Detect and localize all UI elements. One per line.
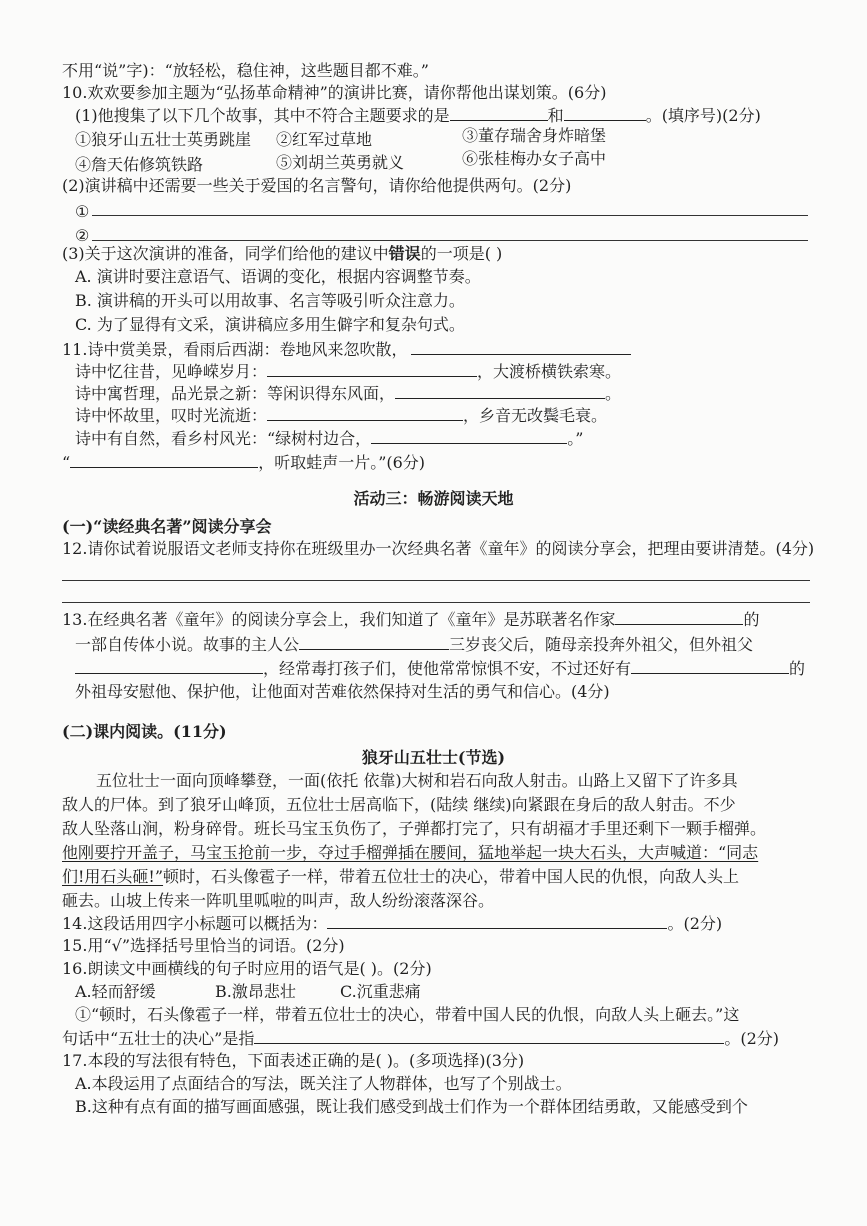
- q13-blank-protagonist[interactable]: [299, 633, 449, 650]
- q11-line2-tail: ，大渡桥横铁索寒。: [477, 362, 622, 381]
- q9-tail-text: 不用“说”字)：“放轻松，稳住神，这些题目都不难。”: [62, 61, 429, 80]
- q10-blank2-label: ②: [75, 226, 90, 245]
- q14-text: 14.这段话用四字小标题可以概括为：: [62, 914, 328, 933]
- q11-line2: [75, 360, 621, 383]
- q12-answer-line-2[interactable]: [62, 602, 810, 603]
- q10-part3: [62, 243, 502, 265]
- q11-line4-tail: ，乡音无改鬓毛衰。: [463, 406, 608, 425]
- q10-answer-line-1[interactable]: [92, 215, 808, 216]
- q17-choice-a: A.本段运用了点面结合的写法，既关注了人物群体，也写了个别战士。: [75, 1074, 572, 1093]
- q10-answer-line-2[interactable]: [92, 240, 808, 241]
- q16-sub1-tail: 。(2分): [724, 1029, 780, 1048]
- q10-blank1-label: ①: [75, 202, 90, 221]
- q12-answer-line-1[interactable]: [62, 580, 810, 581]
- q14-blank[interactable]: [327, 912, 667, 929]
- passage-line-6: 砸去。山坡上传来一阵叽里呱啦的叫声，敌人纷纷滚落深谷。: [62, 891, 495, 910]
- q13-line3-text: ，经常毒打孩子们，使他常常惊惧不安，不过还好有: [263, 659, 632, 678]
- q14: [62, 912, 722, 935]
- q16-choice-c: C.沉重悲痛: [340, 982, 421, 1001]
- q10-part1: [75, 104, 761, 127]
- q11-line6: [62, 451, 425, 474]
- q10-part3-tail: 的一项是( ): [420, 244, 503, 263]
- q10-part2: (2)演讲稿中还需要一些关于爱国的名言警句，请你给他提供两句。(2分): [62, 176, 572, 195]
- q11-line4-text: 诗中怀故里，叹时光流逝：: [75, 406, 268, 425]
- q11-blank4[interactable]: [267, 404, 463, 421]
- passage-line-1: 五位壮士一面向顶峰攀登，一面(依托 依靠)大树和岩石向敌人射击。山路上又留下了许多具: [96, 771, 738, 790]
- q13-line3: [75, 657, 805, 680]
- q13-line1: [62, 608, 759, 631]
- q11-line5: [75, 427, 583, 450]
- q14-tail: 。(2分): [667, 914, 723, 933]
- q16-sub1-text: 句话中“五壮士的决心”是指: [62, 1029, 255, 1048]
- q10-part3-text: (3)关于这次演讲的准备，同学们给他的建议中: [62, 244, 389, 263]
- q10-blank-a[interactable]: [450, 104, 548, 121]
- q10-opt5: ⑤刘胡兰英勇就义: [276, 153, 405, 172]
- q11-blank1[interactable]: [411, 338, 631, 355]
- q17-choice-b: B.这种有点有面的描写画面感强，既让我们感受到战士们作为一个群体团结勇敢，又能感受到个: [75, 1097, 748, 1116]
- q17-stem: 17.本段的写法很有特色，下面表述正确的是( )。(多项选择)(3分): [62, 1051, 525, 1070]
- q13-line3-tail: 的: [789, 659, 806, 678]
- q10-opt6: ⑥张桂梅办女子高中: [462, 149, 607, 168]
- q13-blank-grandmother[interactable]: [631, 657, 789, 674]
- q12-text: 12.请你试着说服语文老师支持你在班级里办一次经典名著《童年》的阅读分享会，把理由要讲清楚。(4分): [62, 539, 815, 558]
- q13-blank-grandfather[interactable]: [75, 657, 263, 674]
- q11-line1-text: 11.诗中赏美景，看雨后西湖：卷地风来忽吹散，: [62, 340, 408, 359]
- q11-line3-text: 诗中寓哲理，品光景之新：等闲识得东风面，: [75, 384, 396, 403]
- q11-line3-tail: 。: [605, 384, 622, 403]
- q11-line2-text: 诗中忆往昔，见峥嵘岁月：: [75, 362, 268, 381]
- q13-line2-tail: 三岁丧父后，随母亲投奔外祖父，但外祖父: [449, 635, 754, 654]
- q11-blank5[interactable]: [371, 427, 567, 444]
- q10-part3-emphasis: 错误: [388, 244, 421, 263]
- q10-part1-text: (1)他搜集了以下几个故事，其中不符合主题要求的是: [75, 106, 450, 125]
- q16-choice-b: B.激昂悲壮: [215, 982, 296, 1001]
- activity3-heading: 活动三：畅游阅读天地: [353, 489, 514, 508]
- q11-blank6[interactable]: [70, 451, 258, 468]
- q10-opt2: ②红军过草地: [276, 130, 373, 149]
- passage-title: 狼牙山五壮士(节选): [361, 748, 506, 767]
- passage-line-5-underlined: 们!用石头砸!”: [62, 867, 164, 886]
- passage-line-5-rest: 顿时，石头像雹子一样，带着五位壮士的决心，带着中国人民的仇恨，向敌人头上: [163, 867, 740, 886]
- q11-line6-tail: ，听取蛙声一片。”(6分): [258, 453, 426, 472]
- passage-line-4-underlined: 他刚要拧开盖子，马宝玉抢前一步，夺过手榴弹插在腰间，猛地举起一块大石头，大声喊道：“同志: [62, 843, 759, 862]
- passage-line-2: 敌人的尸体。到了狼牙山峰顶，五位壮士居高临下，(陆续 继续)向紧跟在身后的敌人射击。不少: [62, 795, 736, 814]
- q11-line4: [75, 404, 607, 427]
- q10-choice-c: C. 为了显得有文采，演讲稿应多用生僻字和复杂句式。: [75, 315, 465, 334]
- q16-sub1-line1: ①“顿时，石头像雹子一样，带着五位壮士的决心，带着中国人民的仇恨，向敌人头上砸去。”这: [75, 1005, 740, 1024]
- section2-heading: (二)课内阅读。(11分): [62, 722, 227, 741]
- q13-line2-text: 一部自传体小说。故事的主人公: [75, 635, 300, 654]
- q15: 15.用“√”选择括号里恰当的词语。(2分): [62, 936, 345, 955]
- q16-blank[interactable]: [254, 1027, 724, 1044]
- q16-sub1-line2: [62, 1027, 779, 1050]
- q10-choice-b: B. 演讲稿的开头可以用故事、名言等吸引听众注意力。: [75, 291, 465, 310]
- q10-opt4: ④詹天佑修筑铁路: [75, 155, 204, 174]
- q13-line1-text: 13.在经典名著《童年》的阅读分享会上，我们知道了《童年》是苏联著名作家: [62, 610, 616, 629]
- q10-stem: 10.欢欢要参加主题为“弘扬革命精神”的演讲比赛，请你帮他出谋划策。(6分): [62, 83, 607, 102]
- passage-line-5: [62, 866, 739, 888]
- q16-stem: 16.朗读文中画横线的句子时应用的语气是( )。(2分): [62, 959, 432, 978]
- passage-line-3: 敌人坠落山涧，粉身碎骨。班长马宝玉负伤了，子弹都打完了，只有胡福才手里还剩下一颗手榴弹。: [62, 819, 767, 838]
- q16-choice-a: A.轻而舒缓: [75, 982, 156, 1001]
- q11-line6-quote: “: [62, 453, 71, 472]
- q10-blank-b[interactable]: [564, 104, 646, 121]
- q11-line5-text: 诗中有自然，看乡村风光：“绿树村边合，: [75, 429, 372, 448]
- q13-line1-tail: 的: [743, 610, 760, 629]
- q11-line5-tail: 。”: [567, 429, 584, 448]
- section1-heading: (一)“读经典名著”阅读分享会: [62, 517, 272, 536]
- q11-blank2[interactable]: [267, 360, 477, 377]
- q10-part1-tail: 。(填序号)(2分): [645, 106, 761, 125]
- q11-blank3[interactable]: [395, 382, 605, 399]
- q11-line1: [62, 338, 631, 361]
- q13-line4: 外祖母安慰他、保护他，让他面对苦难依然保持对生活的勇气和信心。(4分): [75, 682, 610, 701]
- q10-opt3: ③董存瑞舍身炸暗堡: [462, 126, 607, 145]
- q11-line3: [75, 382, 621, 405]
- q10-choice-a: A. 演讲时要注意语气、语调的变化，根据内容调整节奏。: [75, 267, 481, 286]
- q10-opt1: ①狼牙山五壮士英勇跳崖: [75, 130, 252, 149]
- q13-blank-author[interactable]: [615, 608, 743, 625]
- q10-and: 和: [547, 106, 564, 125]
- q13-line2: [75, 633, 753, 656]
